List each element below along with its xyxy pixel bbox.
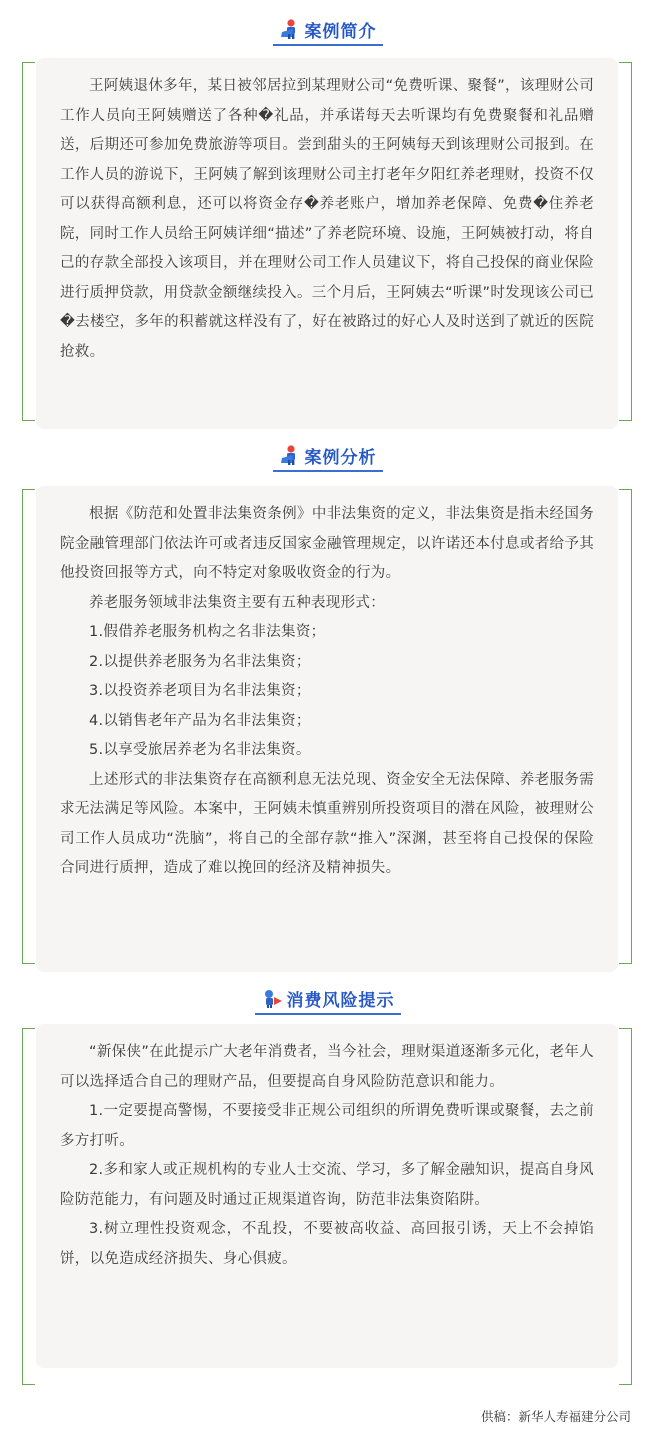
analysis-list-item: 2.以提供养老服务为名非法集资； bbox=[89, 653, 311, 670]
tips-list-item: 3.树立理性投资观念，不乱投，不要被高收益、高回报引诱，天上不会掉馅饼，以免造成经济损失、身心俱疲。 bbox=[60, 1221, 594, 1267]
case-figure-icon bbox=[279, 444, 301, 466]
analysis-list-item: 4.以销售老年产品为名非法集资； bbox=[89, 712, 311, 729]
section-heading-intro bbox=[0, 14, 655, 48]
intro-paragraph: 王阿姨退休多年，某日被邻居拉到某理财公司“免费听课、聚餐”，该理财公司工作人员向王阿姨赠送了各种�礼品，并承诺每天去听课均有免费聚餐和礼品赠送，后期还可参加免费旅游等项目。尝到甜头的王阿姨每天到该理财公司报到。在工作人员的游说下，王阿姨了解到该理财公司主打老年夕阳红养老理财，投资不仅可以获得高额利息，还可以将资金存�养老账户，增加养老保障、免费�住养老院，同时工作人员给王阿姨详细“描述”了养老院环境、设施，王阿姨被打动，将自己的存款全部投入该项目，并在理财公司工作人员建议下，将自己投保的商业保险进行质押贷款，用贷款金额继续投入。三个月后，王阿姨去“听课”时发现该公司已�去楼空，多年的积蓄就这样没有了，好在被路过的好心人及时送到了就近的医院抢救。 bbox=[60, 78, 594, 360]
section-title: 案例简介 bbox=[304, 21, 377, 42]
frame-bracket-right bbox=[619, 62, 632, 421]
warning-figure-icon bbox=[261, 987, 283, 1009]
frame-bracket-left bbox=[22, 62, 35, 421]
frame-bracket-right bbox=[619, 489, 632, 964]
analysis-paragraph: 养老服务领域非法集资主要有五种表现形式： bbox=[89, 594, 385, 611]
section-title: 案例分析 bbox=[304, 447, 377, 468]
analysis-card bbox=[36, 486, 618, 972]
case-figure-icon bbox=[279, 18, 301, 40]
tips-list-item: 2.多和家人或正规机构的专业人士交流、学习，多了解金融知识，提高自身风险防范能力，有问题及时通过正规渠道咨询，防范非法集资陷阱。 bbox=[60, 1162, 594, 1208]
section-heading-tips bbox=[0, 983, 655, 1017]
section-heading-analysis bbox=[0, 440, 655, 474]
tips-paragraph: “新保侠”在此提示广大老年消费者，当今社会，理财渠道逐渐多元化，老年人可以选择适合自己的理财产品，但要提高自身风险防范意识和能力。 bbox=[60, 1044, 594, 1090]
analysis-list-item: 1.假借养老服务机构之名非法集资； bbox=[89, 624, 326, 640]
analysis-list-item: 3.以投资养老项目为名非法集资； bbox=[89, 683, 311, 699]
section-title: 消费风险提示 bbox=[286, 990, 395, 1011]
frame-bracket-left bbox=[22, 1028, 35, 1385]
frame-bracket-left bbox=[22, 489, 35, 964]
tips-card bbox=[36, 1024, 618, 1368]
analysis-list-item: 5.以享受旅居养老为名非法集资。 bbox=[89, 742, 311, 758]
tips-list-item: 1.一定要提高警惕，不要接受非正规公司组织的所谓免费听课或聚餐，去之前多方打听。 bbox=[60, 1103, 594, 1149]
source-credit: 供稿：新华人寿福建分公司 bbox=[480, 1409, 631, 1424]
analysis-paragraph: 上述形式的非法集资存在高额利息无法兑现、资金安全无法保障、养老服务需求无法满足等风险。本案中，王阿姨未慎重辨别所投资项目的潜在风险，被理财公司工作人员成功“洗脑”，将自己的全部存款“推入”深渊，甚至将自己投保的保险合同进行质押，造成了难以挽回的经济及精神损失。 bbox=[60, 771, 594, 876]
analysis-paragraph: 根据《防范和处置非法集资条例》中非法集资的定义，非法集资是指未经国务院金融管理部门依法许可或者违反国家金融管理规定，以许诺还本付息或者给予其他投资回报等方式，向不特定对象吸收资金的行为。 bbox=[60, 506, 594, 581]
frame-bracket-right bbox=[619, 1028, 632, 1385]
intro-card bbox=[36, 58, 618, 429]
